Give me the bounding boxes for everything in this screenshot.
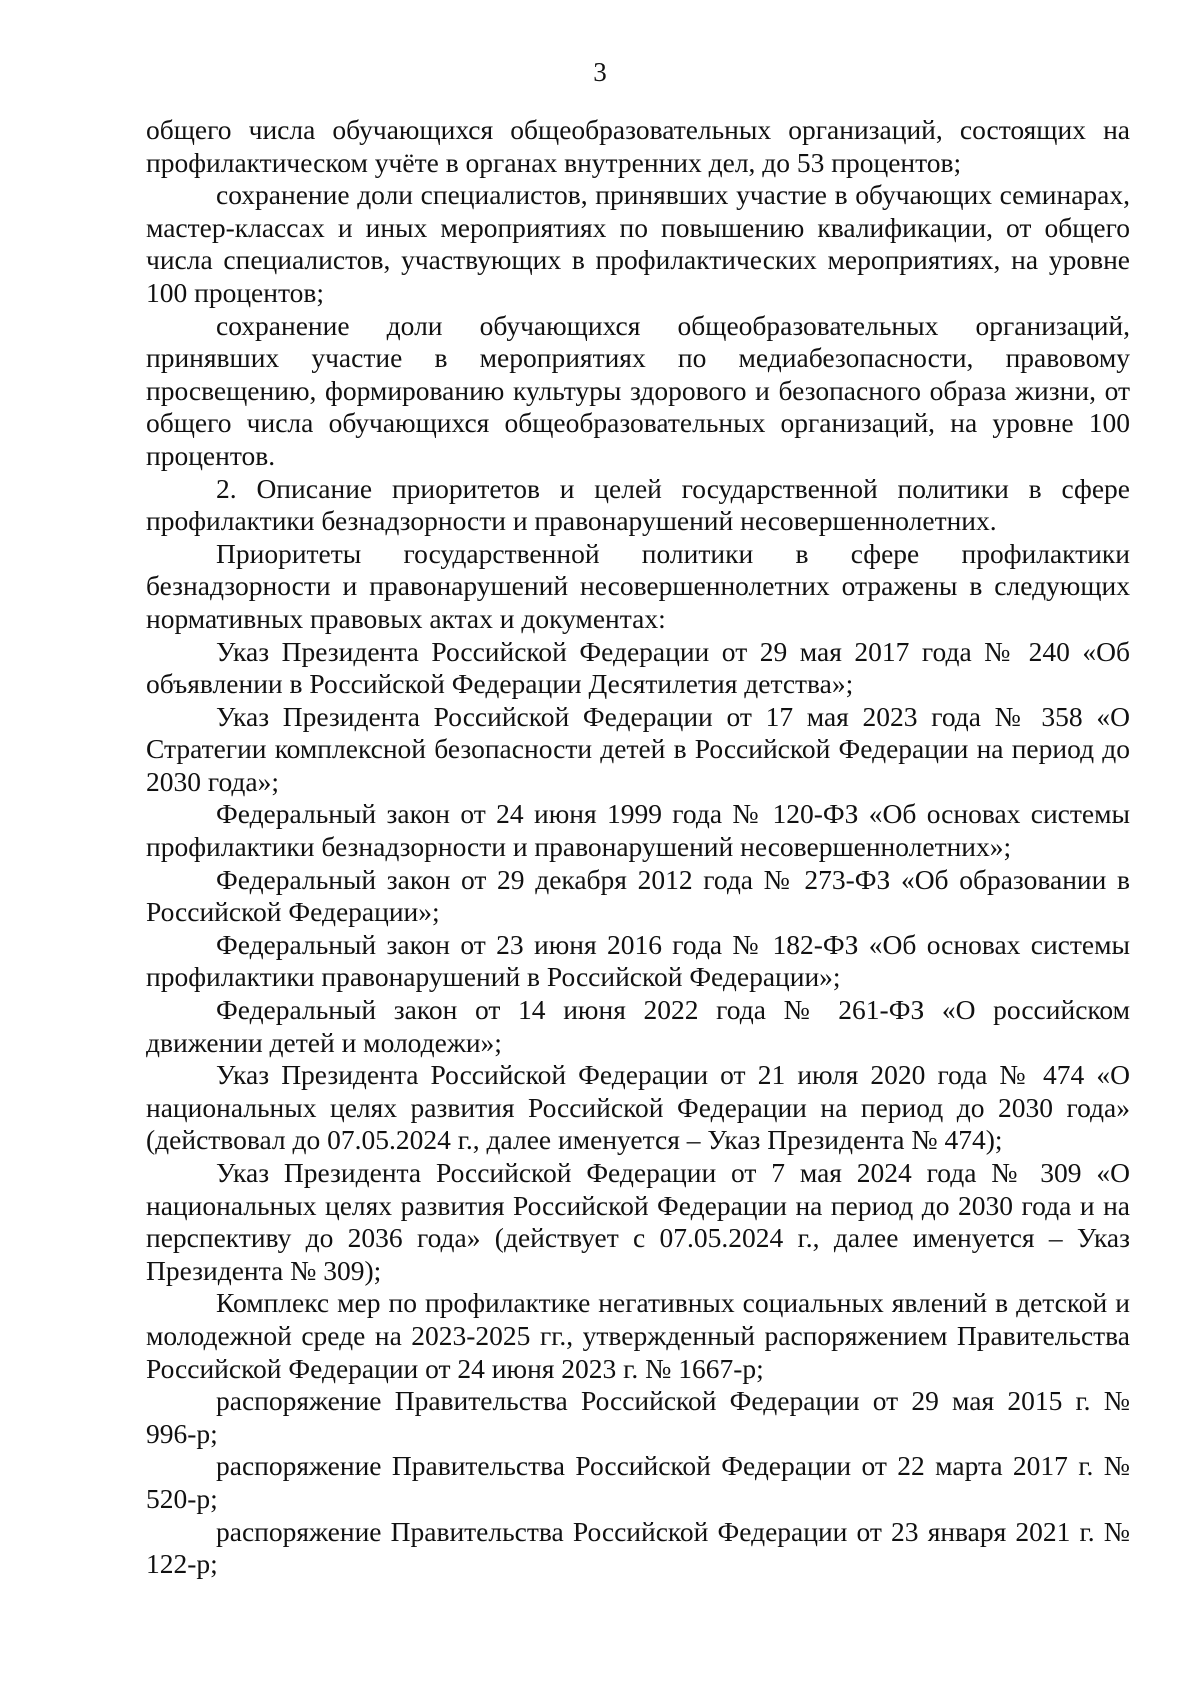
list-item: распоряжение Правительства Российской Федерации от 29 мая 2015 г. № 996-р; [146,1385,1130,1449]
list-item: Указ Президента Российской Федерации от 17 мая 2023 года № 358 «О Стратегии комплексной безопасности детей в Российской Федерации на период до 2030 года»; [146,700,1130,797]
paragraph: Приоритеты государственной политики в сфере профилактики безнадзорности и правонарушений несовершеннолетних отражены в следующих нормативных правовых актах и документах: [146,537,1130,634]
list-item: Федеральный закон от 24 июня 1999 года № 120-ФЗ «Об основах системы профилактики безнадзорности и правонарушений несовершеннолетних»; [146,798,1130,863]
list-item: Указ Президента Российской Федерации от 7 мая 2024 года № 309 «О национальных целях развития Российской Федерации на период до 2030 года и на перспективу до 2036 года» (действует с 07.05.2024 г., далее именуется – Указ Президента № 309); [146,1157,1130,1286]
list-item: Федеральный закон от 23 июня 2016 года № 182-ФЗ «Об основах системы профилактики правонарушений в Российской Федерации»; [146,928,1130,993]
section-heading-paragraph: 2. Описание приоритетов и целей государственной политики в сфере профилактики безнадзорности и правонарушений несовершеннолетних. [146,472,1130,537]
list-item: распоряжение Правительства Российской Федерации от 23 января 2021 г. № 122-р; [146,1515,1130,1580]
list-item: Указ Президента Российской Федерации от 21 июля 2020 года № 474 «О национальных целях развития Российской Федерации на период до 2030 года» (действовал до 07.05.2024 г., далее именуется – Указ Президента № 474); [146,1059,1130,1156]
list-item: Федеральный закон от 14 июня 2022 года № 261-ФЗ «О российском движении детей и молодежи»; [146,994,1130,1058]
list-item: Комплекс мер по профилактике негативных социальных явлений в детской и молодежной среде на 2023-2025 гг., утвержденный распоряжением Правительства Российской Федерации от 24 июня 2023 г. № 1667-р; [146,1287,1130,1384]
document-body [146,114,1130,1581]
list-item: Указ Президента Российской Федерации от 29 мая 2017 года № 240 «Об объявлении в Российской Федерации Десятилетия детства»; [146,635,1130,700]
page-number: 3 [593,57,607,87]
paragraph: общего числа обучающихся общеобразовательных организаций, состоящих на профилактическом учёте в органах внутренних дел, до 53 процентов; [146,114,1130,178]
paragraph: сохранение доли специалистов, принявших участие в обучающих семинарах, мастер-классах и иных мероприятиях по повышению квалификации, от общего числа специалистов, участвующих в профилактических мероприятиях, на уровне 100 процентов; [146,179,1130,308]
list-item: Федеральный закон от 29 декабря 2012 года № 273-ФЗ «Об образовании в Российской Федерации»; [146,863,1130,928]
paragraph: сохранение доли обучающихся общеобразовательных организаций, принявших участие в мероприятиях по медиабезопасности, правовому просвещению, формированию культуры здорового и безопасного образа жизни, от общего числа обучающихся общеобразовательных организаций, на уровне 100 процентов. [146,309,1130,471]
list-item: распоряжение Правительства Российской Федерации от 22 марта 2017 г. № 520-р; [146,1450,1130,1514]
